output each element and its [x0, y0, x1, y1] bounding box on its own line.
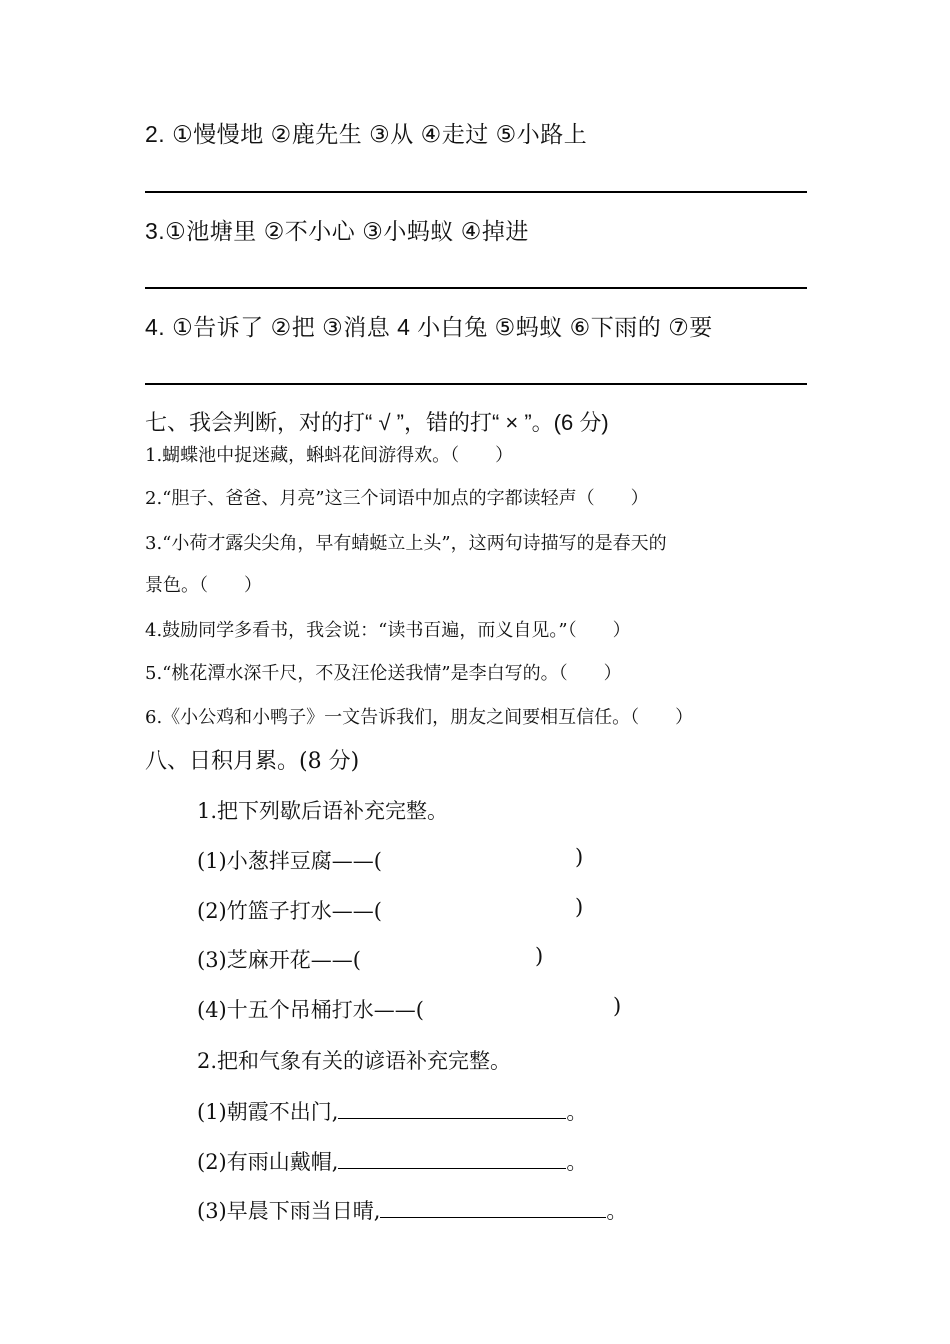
weather-saying-3	[197, 1195, 627, 1225]
judge-item-2: 2.“胆子、爸爸、月亮”这三个词语中加点的字都读轻声（ ）	[145, 488, 649, 509]
proverb-close-1: )	[575, 845, 584, 869]
section-8-title: 八、日积月累。(8 分)	[145, 749, 360, 774]
weather-saying-3-blank[interactable]	[380, 1197, 606, 1218]
weather-saying-part-title: 2.把和气象有关的谚语补充完整。	[197, 1049, 512, 1073]
proverb-close-2: )	[575, 895, 584, 919]
question-4-words: 4. ①告诉了 ②把 ③消息 4 小白兔 ⑤蚂蚁 ⑥下雨的 ⑦要	[145, 314, 713, 340]
weather-saying-3-text: (3)早晨下雨当日晴,	[197, 1199, 381, 1223]
question-2-words: 2. ①慢慢地 ②鹿先生 ③从 ④走过 ⑤小路上	[145, 121, 588, 147]
weather-saying-1-blank[interactable]	[338, 1098, 566, 1119]
weather-saying-3-period: 。	[606, 1199, 628, 1223]
weather-saying-2-blank[interactable]	[338, 1148, 566, 1169]
weather-saying-1	[197, 1096, 587, 1126]
proverb-item-4: (4)十五个吊桶打水——(	[197, 998, 424, 1022]
proverb-close-4: )	[613, 994, 622, 1018]
proverb-item-3: (3)芝麻开花——(	[197, 948, 361, 972]
question-3-words: 3.①池塘里 ②不小心 ③小蚂蚁 ④掉进	[145, 218, 529, 244]
proverb-item-1: (1)小葱拌豆腐——(	[197, 849, 382, 873]
proverb-part-title: 1.把下列歇后语补充完整。	[197, 799, 449, 823]
judge-item-6: 6.《小公鸡和小鸭子》一文告诉我们，朋友之间要相互信任。（ ）	[145, 707, 694, 728]
proverb-close-3: )	[535, 944, 544, 968]
weather-saying-1-period: 。	[566, 1100, 588, 1124]
answer-line-3	[145, 287, 807, 289]
weather-saying-2-text: (2)有雨山戴帽,	[197, 1150, 339, 1174]
weather-saying-2	[197, 1146, 587, 1176]
judge-item-3: 3.“小荷才露尖尖角，早有蜻蜓立上头”，这两句诗描写的是春天的	[145, 533, 667, 554]
proverb-item-2: (2)竹篮子打水——(	[197, 899, 382, 923]
answer-line-2	[145, 191, 807, 193]
judge-item-5: 5.“桃花潭水深千尺，不及汪伦送我情”是李白写的。（ ）	[145, 663, 622, 684]
section-7-title: 七、我会判断，对的打“ √ ”，错的打“ × ”。(6 分)	[145, 410, 609, 435]
weather-saying-1-text: (1)朝霞不出门,	[197, 1100, 339, 1124]
weather-saying-2-period: 。	[566, 1150, 588, 1174]
judge-item-4: 4.鼓励同学多看书，我会说：“读书百遍，而义自见。”（ ）	[145, 620, 631, 641]
answer-line-4	[145, 383, 807, 385]
judge-item-1: 1.蝴蝶池中捉迷藏，蝌蚪花间游得欢。（ ）	[145, 445, 514, 466]
judge-item-3-cont: 景色。（ ）	[145, 575, 262, 596]
